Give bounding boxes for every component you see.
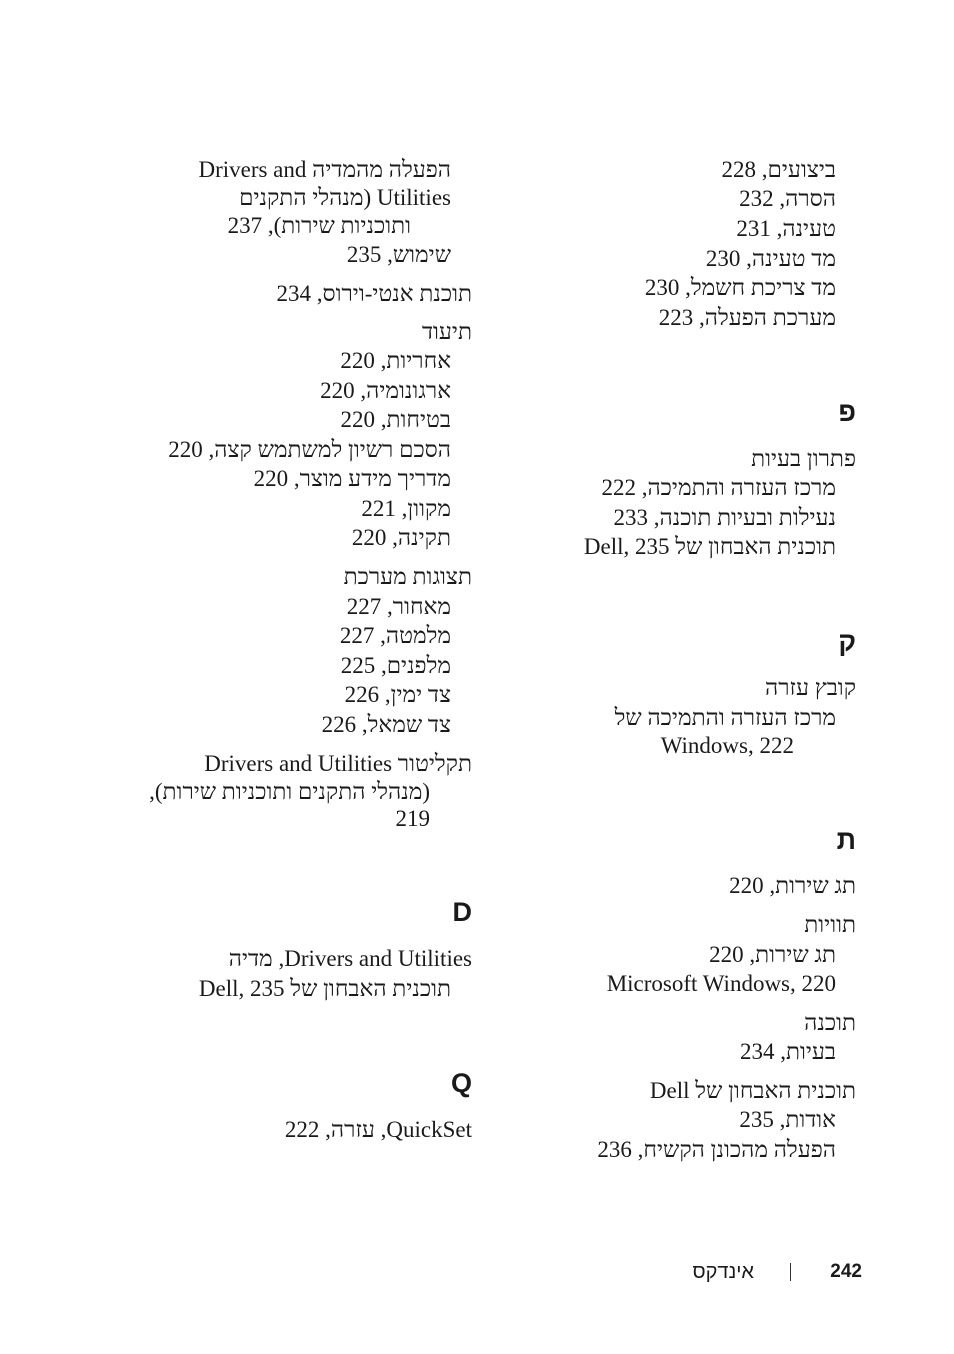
index-subentry: מערכת הפעלה, 223 — [658, 305, 836, 330]
index-entry: תיעוד — [421, 319, 472, 344]
index-entry: QuickSet, עזרה, 222 — [284, 1117, 472, 1142]
index-subentry: שימוש, 235 — [346, 242, 451, 267]
index-subentry: צד שמאל, 226 — [321, 712, 451, 737]
index-subentry: תוכנית האבחון של Dell, 235 — [583, 534, 836, 559]
index-subentry: מד צריכת חשמל, 230 — [644, 275, 836, 300]
index-subentry: הפעלה מהכונן הקשיח, 236 — [597, 1137, 836, 1162]
section-heading-d: D — [452, 897, 472, 927]
section-heading-q: Q — [450, 1068, 472, 1098]
index-entry: פתרון בעיות — [751, 446, 856, 471]
index-subentry: תקינה, 220 — [351, 525, 451, 550]
index-entry: תוכנית האבחון של Dell — [649, 1078, 856, 1103]
section-heading-tav: ת — [836, 825, 856, 855]
index-subentry: מאחור, 227 — [346, 594, 451, 619]
index-subentry: מלמטה, 227 — [339, 623, 451, 648]
index-entry: תצוגות מערכת — [343, 564, 472, 589]
index-subentry-continued: Windows, 222 — [660, 733, 794, 758]
index-subentry: צד ימין, 226 — [344, 682, 451, 707]
index-entry-continued: (מנהלי התקנים ותוכניות שירות), — [149, 779, 430, 804]
index-subentry: הפעלה מהמדיה Drivers and — [198, 157, 451, 182]
footer-divider — [790, 1263, 791, 1281]
index-subentry: אודות, 235 — [739, 1107, 836, 1132]
footer-section-label: אינדקס — [692, 1261, 754, 1283]
section-heading-qof: ק — [838, 627, 856, 657]
index-subentry-continued: Utilities (מנהלי התקנים — [239, 185, 451, 210]
index-subentry: מרכז העזרה והתמיכה, 222 — [601, 475, 836, 500]
index-subentry: Microsoft Windows, 220 — [606, 971, 836, 996]
index-subentry: הסכם רשיון למשתמש קצה, 220 — [168, 437, 451, 462]
index-subentry: בעיות, 234 — [739, 1039, 836, 1064]
section-heading-pe: פ — [838, 397, 856, 427]
page-number: 242 — [830, 1261, 862, 1282]
index-subentry: טעינה, 231 — [736, 216, 836, 241]
index-entry: תוכנה — [804, 1010, 856, 1035]
index-entry: Drivers and Utilities, מדיה — [228, 946, 472, 971]
index-subentry: תג שירות, 220 — [709, 942, 836, 967]
index-subentry: הסרה, 232 — [739, 186, 836, 211]
index-subentry: בטיחות, 220 — [340, 407, 451, 432]
index-subentry: מדריך מידע מוצר, 220 — [253, 466, 451, 491]
index-entry-continued: 219 — [395, 806, 430, 831]
index-subentry: מרכז העזרה והתמיכה של — [614, 705, 836, 730]
index-subentry: אחריות, 220 — [340, 348, 451, 373]
index-entry: תוויות — [804, 912, 856, 937]
index-subentry: מקוון, 221 — [361, 496, 451, 521]
index-subentry-continued: ותוכניות שירות), 237 — [227, 213, 411, 238]
index-subentry: ארגונומיה, 220 — [320, 378, 451, 403]
index-subentry: תוכנית האבחון של Dell, 235 — [198, 976, 451, 1001]
index-subentry: מלפנים, 225 — [340, 653, 451, 678]
index-subentry: מד טעינה, 230 — [705, 246, 836, 271]
index-entry: תוכנת אנטי-וירוס, 234 — [276, 281, 472, 306]
index-entry: קובץ עזרה — [765, 675, 856, 700]
index-entry: ביצועים, 228 — [721, 157, 836, 182]
index-entry: תג שירות, 220 — [729, 873, 856, 898]
index-subentry: נעילות ובעיות תוכנה, 233 — [613, 505, 836, 530]
index-entry: תקליטור Drivers and Utilities — [204, 751, 472, 776]
